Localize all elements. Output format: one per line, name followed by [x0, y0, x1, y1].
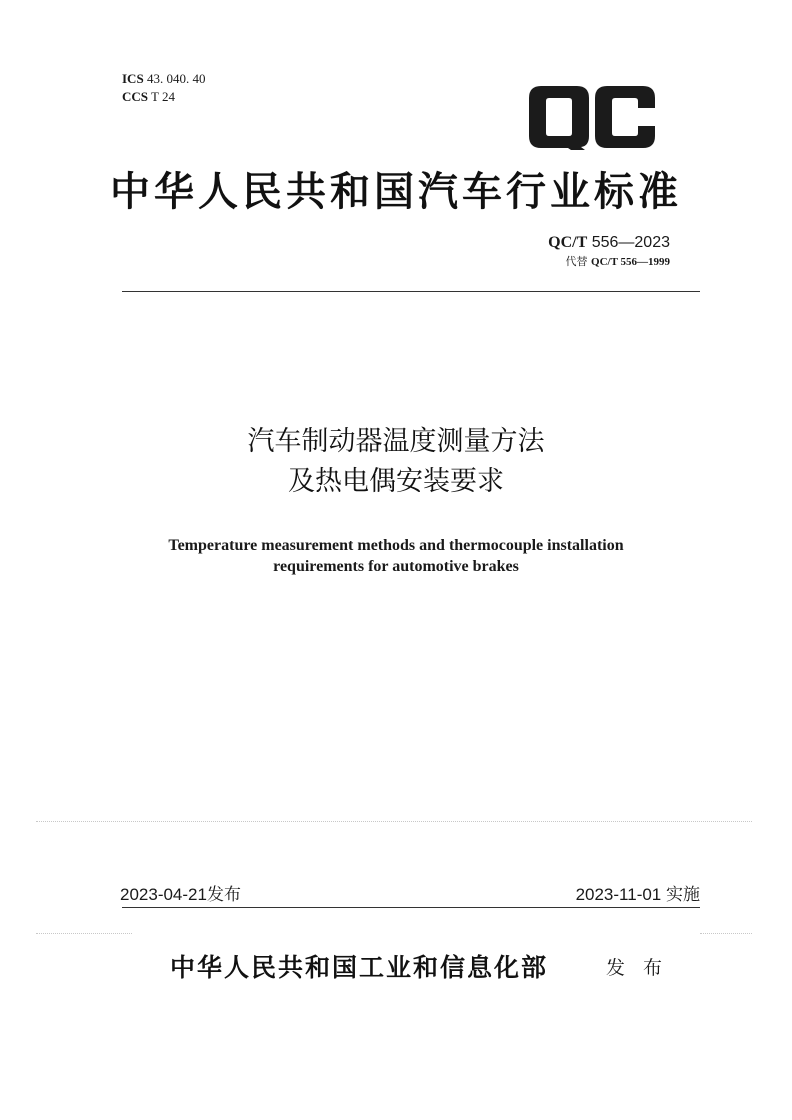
dotted-divider-top: [36, 821, 752, 822]
effective-label: 实施: [666, 885, 700, 905]
standard-number: [548, 233, 670, 253]
dotted-divider-right: [700, 933, 752, 934]
issuer-name: 中华人民共和国工业和信息化部: [170, 953, 549, 982]
issued-date: 2023-04-21: [120, 885, 207, 904]
qc-logo-graphic: [527, 84, 657, 150]
standard-category-title: 中华人民共和国汽车行业标准: [110, 168, 682, 215]
ics-label: ICS: [122, 71, 144, 86]
qc-logo: [527, 84, 657, 150]
replaces-note: [566, 255, 670, 269]
effective-date: 2023-11-01: [575, 885, 662, 904]
title-chinese: [0, 422, 792, 502]
title-english-line-1: Temperature measurement methods and thermocouple installation: [168, 537, 624, 554]
ics-code: [122, 70, 205, 88]
standard-number-value: 556—2023: [591, 234, 670, 251]
ccs-label: CCS: [122, 89, 149, 104]
dotted-divider-left: [36, 933, 132, 934]
title-chinese-line-1: 汽车制动器温度测量方法: [247, 426, 545, 457]
standard-number-prefix: QC/T: [548, 234, 588, 251]
issued-label: 发布: [206, 885, 241, 905]
issued-date-block: [120, 884, 241, 906]
title-chinese-line-2: 及热电偶安装要求: [288, 466, 504, 497]
replaces-label: 代替: [565, 255, 588, 268]
title-english: [0, 535, 792, 577]
title-english-line-2: requirements for automotive brakes: [273, 558, 519, 575]
header-divider: [122, 291, 700, 292]
ccs-code: [122, 88, 205, 106]
effective-date-block: [576, 884, 700, 906]
classification-codes: [122, 70, 205, 106]
standard-number-line: [548, 233, 670, 253]
ics-value: 43. 040. 40: [146, 71, 206, 86]
issuer-action: 发 布: [606, 957, 669, 979]
replaces-code: QC/T 556—1999: [591, 256, 670, 268]
date-divider: [122, 907, 700, 908]
ccs-value: T 24: [151, 89, 175, 104]
